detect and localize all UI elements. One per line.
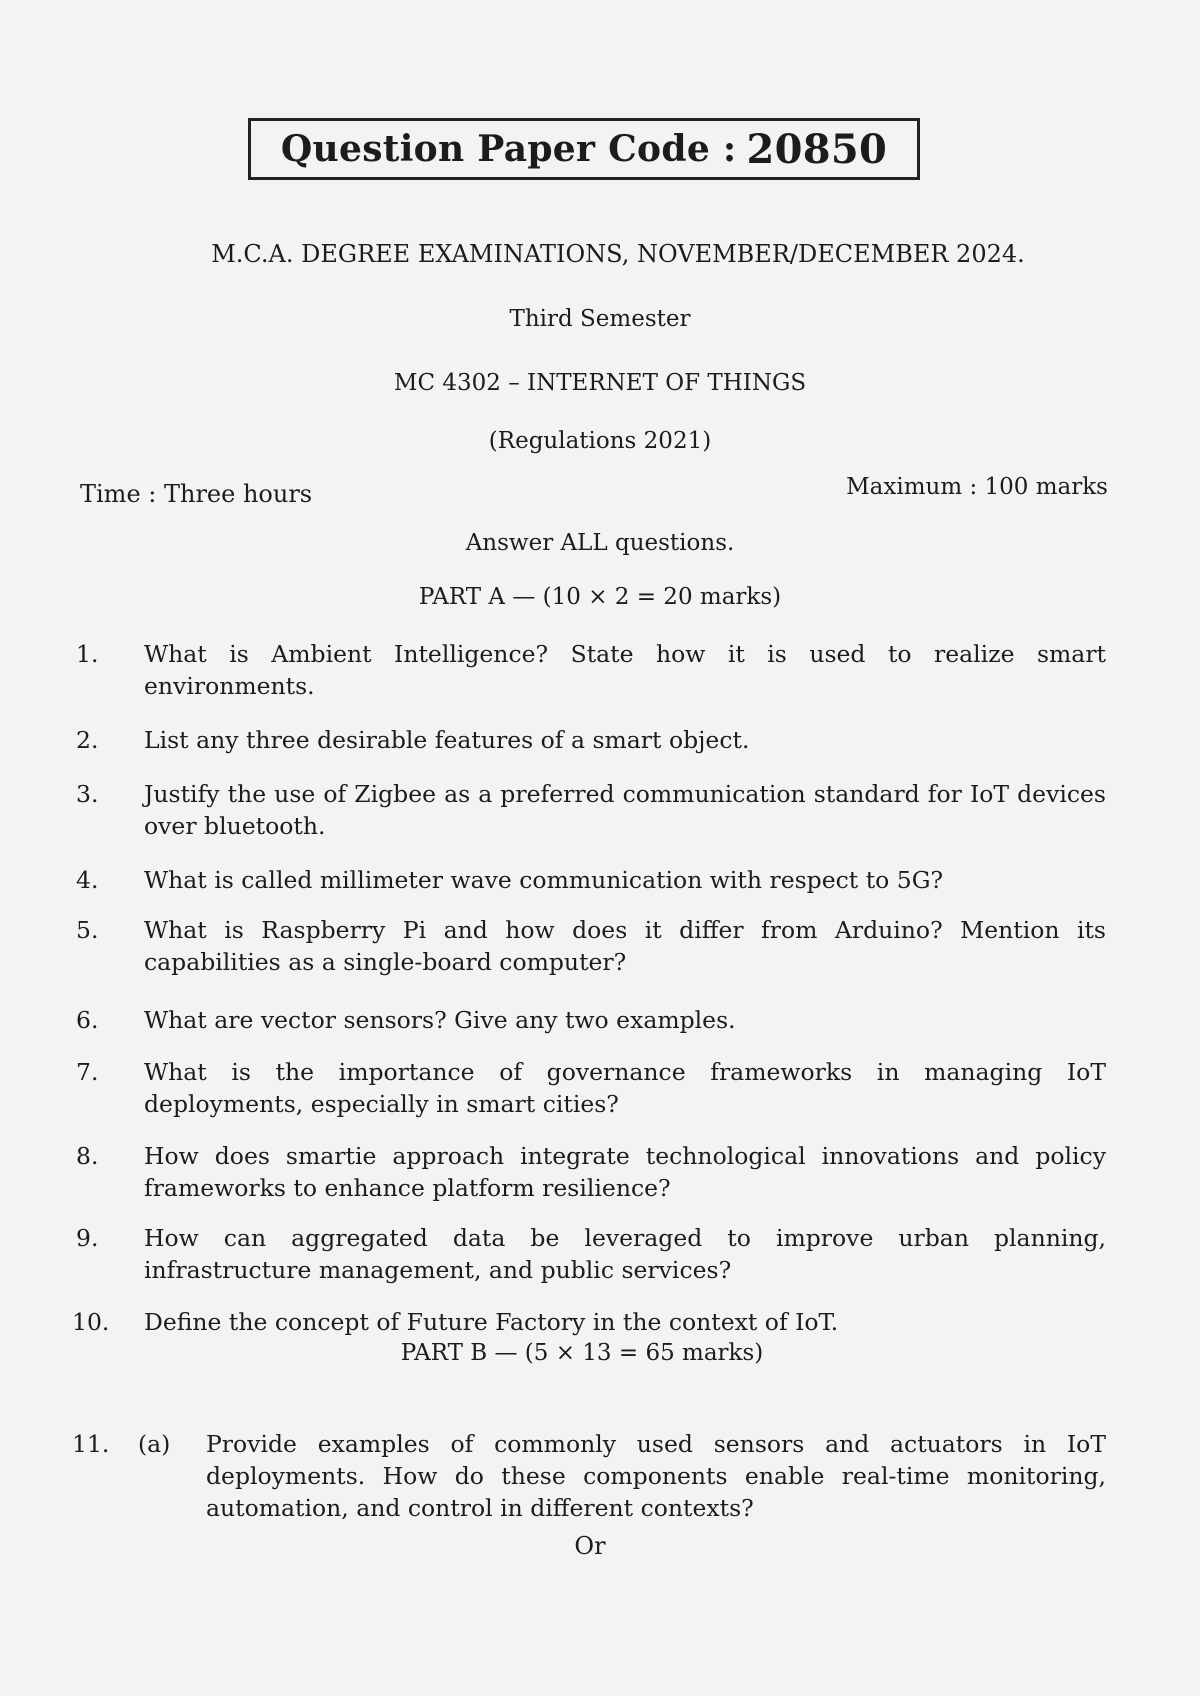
- question-text: What are vector sensors? Give any two examples.: [144, 1006, 736, 1034]
- question-item: [76, 1140, 1106, 1204]
- question-item: [76, 1056, 1106, 1120]
- or-separator: Or: [574, 1532, 606, 1560]
- course-title: MC 4302 – INTERNET OF THINGS: [393, 370, 807, 396]
- question-text: What is Ambient Intelligence? State how it is used to realize smart environments.: [144, 640, 1106, 700]
- semester: Third Semester: [509, 306, 691, 332]
- question-number: 4.: [76, 866, 99, 894]
- question-item: [76, 638, 1106, 702]
- question-item: [76, 1004, 1106, 1036]
- part-b-heading: PART B — (5 × 13 = 65 marks): [400, 1340, 764, 1366]
- question-item: [76, 1222, 1106, 1286]
- question-text: Justify the use of Zigbee as a preferred communication standard for IoT devices over bluetooth.: [144, 780, 1106, 840]
- question-number: 8.: [76, 1142, 99, 1170]
- question-number: 9.: [76, 1224, 99, 1252]
- question-item: [76, 778, 1106, 842]
- question-item: [72, 1428, 1106, 1524]
- question-number: 7.: [76, 1058, 99, 1086]
- question-number: 5.: [76, 916, 99, 944]
- question-paper-code-box: [248, 118, 920, 180]
- question-item: [76, 864, 1106, 896]
- question-number: 3.: [76, 780, 99, 808]
- question-text: How can aggregated data be leveraged to improve urban planning, infrastructure management, and public services?: [144, 1224, 1106, 1284]
- part-a-heading: PART A — (10 × 2 = 20 marks): [418, 584, 782, 610]
- code-label: Question Paper Code :: [280, 128, 737, 170]
- question-number: 6.: [76, 1006, 99, 1034]
- question-text: What is the importance of governance frameworks in managing IoT deployments, especially in smart cities?: [144, 1058, 1106, 1118]
- question-text: Provide examples of commonly used sensors and actuators in IoT deployments. How do these components enable real-time monitoring, automation, and control in different contexts?: [206, 1430, 1106, 1522]
- question-text: What is Raspberry Pi and how does it differ from Arduino? Mention its capabilities as a single-board computer?: [144, 916, 1106, 976]
- question-number: 2.: [76, 726, 99, 754]
- question-text: Define the concept of Future Factory in the context of IoT.: [144, 1308, 839, 1336]
- maximum-marks: Maximum : 100 marks: [846, 474, 1108, 500]
- exam-title: M.C.A. DEGREE EXAMINATIONS, NOVEMBER/DECEMBER 2024.: [211, 240, 1025, 268]
- question-number: 10.: [72, 1308, 110, 1336]
- code-number: 20850: [746, 125, 888, 173]
- question-item: [76, 724, 1106, 756]
- question-item: [76, 914, 1106, 978]
- question-text: What is called millimeter wave communication with respect to 5G?: [144, 866, 944, 894]
- question-item: [72, 1306, 1102, 1338]
- question-text: List any three desirable features of a smart object.: [144, 726, 750, 754]
- question-number: 1.: [76, 640, 99, 668]
- question-number: 11.: [72, 1430, 110, 1458]
- question-text: How does smartie approach integrate technological innovations and policy frameworks to enhance platform resilience?: [144, 1142, 1106, 1202]
- instruction: Answer ALL questions.: [465, 530, 735, 556]
- question-sub-label: (a): [138, 1430, 171, 1458]
- regulations: (Regulations 2021): [488, 428, 712, 454]
- time-allowed: Time : Three hours: [80, 480, 313, 508]
